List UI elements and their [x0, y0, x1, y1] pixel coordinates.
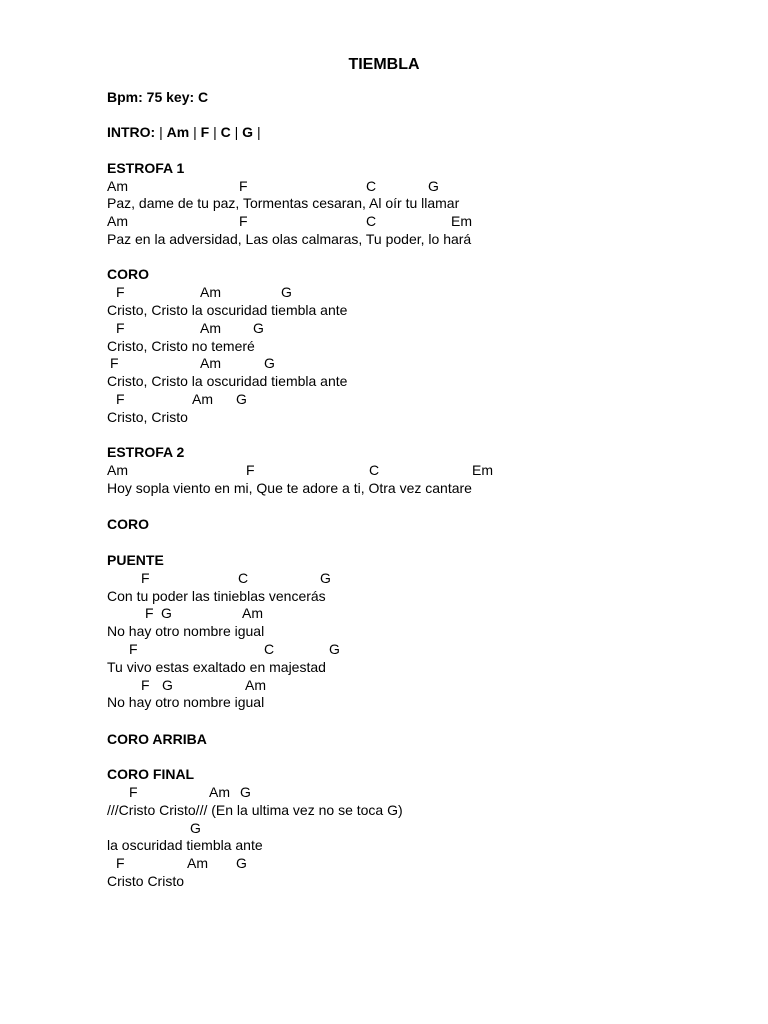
chord-row — [0, 462, 768, 479]
chord-row — [0, 391, 768, 408]
section-heading-coro: CORO — [107, 266, 149, 282]
lyric-line: Paz, dame de tu paz, Tormentas cesaran, Al oír tu llamar — [107, 195, 460, 211]
chord: G — [253, 320, 264, 336]
chord: Em — [451, 213, 472, 229]
chord-row — [0, 178, 768, 195]
section-heading-estrofa-2: ESTROFA 2 — [107, 444, 185, 460]
chord: Am — [200, 320, 221, 336]
chord: F — [110, 355, 119, 371]
intro-separator: | — [234, 124, 239, 140]
chord: F — [116, 320, 125, 336]
chord: F — [145, 605, 154, 621]
chord-row — [0, 820, 768, 837]
lyric-line: Cristo, Cristo — [107, 409, 188, 425]
chord: G — [428, 178, 439, 194]
chord: F — [129, 784, 138, 800]
chord: F — [116, 391, 125, 407]
intro-chord: C — [220, 124, 231, 140]
chord-row — [0, 284, 768, 301]
chord: Am — [107, 178, 128, 194]
lyric-line: Tu vivo estas exaltado en majestad — [107, 659, 326, 675]
chord: F — [116, 855, 125, 871]
lyric-line: Paz en la adversidad, Las olas calmaras, Tu poder, lo hará — [107, 231, 472, 247]
chord-row — [0, 677, 768, 694]
chord: Am — [200, 355, 221, 371]
chord-row — [0, 641, 768, 658]
section-heading-estrofa-1: ESTROFA 1 — [107, 160, 185, 176]
lyric-line: la oscuridad tiembla ante — [107, 837, 263, 853]
chord-row — [0, 570, 768, 587]
chord: F — [239, 213, 248, 229]
song-title: TIEMBLA — [348, 56, 420, 73]
chord: Em — [472, 462, 493, 478]
chord: Am — [242, 605, 263, 621]
lyric-line: No hay otro nombre igual — [107, 694, 265, 710]
chord: G — [320, 570, 331, 586]
chord: C — [369, 462, 380, 478]
lyric-line: Cristo, Cristo no temeré — [107, 338, 255, 354]
chord: F — [239, 178, 248, 194]
lyric-line: Cristo, Cristo la oscuridad tiembla ante — [107, 373, 348, 389]
intro-separator: | — [193, 124, 197, 140]
lyric-line: Hoy sopla viento en mi, Que te adore a ti, Otra vez cantare — [107, 480, 472, 496]
chord: F — [129, 641, 138, 657]
lyric-line: ///Cristo Cristo/// (En la ultima vez no se toca G) — [107, 802, 403, 818]
chord: G — [264, 355, 275, 371]
chord-row — [0, 855, 768, 872]
chord-row — [0, 784, 768, 801]
lyric-line: Cristo Cristo — [107, 873, 185, 889]
chord-row — [0, 213, 768, 230]
chord: Am — [209, 784, 230, 800]
intro-separator: | — [213, 124, 217, 140]
intro-separator: | — [256, 124, 261, 140]
chord: G — [162, 677, 173, 693]
chord: F — [141, 570, 150, 586]
chord-row — [0, 320, 768, 337]
chord: C — [238, 570, 249, 586]
bpm-key-line: Bpm: 75 key: C — [107, 89, 209, 105]
intro-chord: F — [200, 124, 210, 140]
intro-label: INTRO: — [107, 124, 156, 140]
chord: Am — [187, 855, 208, 871]
chord: G — [190, 820, 201, 836]
lyric-line: No hay otro nombre igual — [107, 623, 265, 639]
chord: G — [161, 605, 172, 621]
chord: F — [141, 677, 150, 693]
chord: C — [366, 178, 377, 194]
section-heading-puente: PUENTE — [107, 552, 164, 568]
lyric-line: Cristo, Cristo la oscuridad tiembla ante — [107, 302, 348, 318]
chord: Am — [200, 284, 221, 300]
chord: Am — [107, 213, 128, 229]
chord: Am — [107, 462, 128, 478]
chord: G — [236, 391, 247, 407]
chord: F — [246, 462, 255, 478]
intro-chord: Am — [166, 124, 190, 140]
intro-chord: G — [242, 124, 254, 140]
chord-row — [0, 355, 768, 372]
chord: G — [281, 284, 292, 300]
section-heading-coro-final: CORO FINAL — [107, 766, 195, 782]
chord: G — [240, 784, 251, 800]
intro-separator: | — [159, 124, 163, 140]
chord-row — [0, 605, 768, 622]
chord: F — [116, 284, 125, 300]
chord: C — [264, 641, 275, 657]
chord: Am — [192, 391, 213, 407]
section-heading-coro-repeat: CORO — [107, 516, 149, 532]
lyric-line: Con tu poder las tinieblas vencerás — [107, 588, 326, 604]
chord: Am — [245, 677, 266, 693]
section-heading-coro-arriba: CORO ARRIBA — [107, 731, 207, 747]
intro-line — [107, 124, 261, 141]
chord: C — [366, 213, 377, 229]
chord: G — [329, 641, 340, 657]
chord: G — [236, 855, 247, 871]
